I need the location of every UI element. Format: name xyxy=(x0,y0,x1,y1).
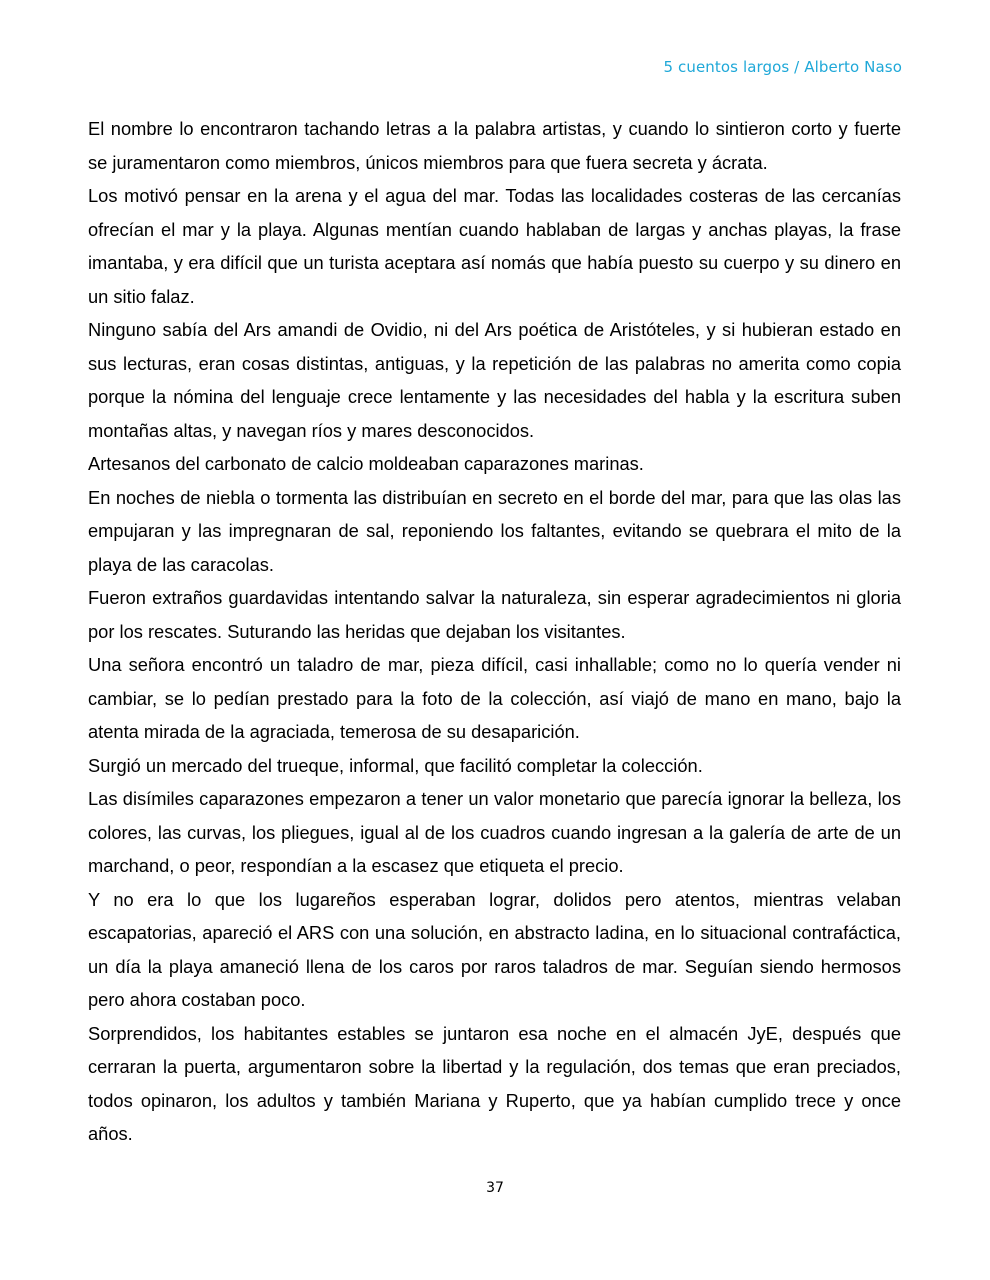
paragraph: Una señora encontró un taladro de mar, pieza difícil, casi inhallable; como no lo quería vender ni cambiar, se lo pedían prestado para la foto de la colección, así viajó de mano en mano, bajo la atenta mirada de la agraciada, temerosa de su desaparición. xyxy=(88,654,901,742)
page-number: 37 xyxy=(486,1180,504,1196)
paragraph: Surgió un mercado del trueque, informal, que facilitó completar la colección. xyxy=(88,754,703,776)
paragraph: Los motivó pensar en la arena y el agua del mar. Todas las localidades costeras de las cercanías ofrecían el mar y la playa. Algunas mentían cuando hablaban de largas y anchas playas, la frase imantaba, y era difícil que un turista aceptara así nomás que había puesto su cuerpo y su dinero en un sitio falaz. xyxy=(88,185,901,307)
paragraph: El nombre lo encontraron tachando letras a la palabra artistas, y cuando lo sintieron corto y fuerte se juramentaron como miembros, únicos miembros para que fuera secreta y ácrata. xyxy=(88,118,901,173)
running-header: 5 cuentos largos / Alberto Naso xyxy=(663,58,902,76)
paragraph: En noches de niebla o tormenta las distribuían en secreto en el borde del mar, para que las olas las empujaran y las impregnaran de sal, reponiendo los faltantes, evitando se quebrara el mito de la playa de las caracolas. xyxy=(88,486,901,575)
paragraph: Las disímiles caparazones empezaron a tener un valor monetario que parecía ignorar la belleza, los colores, las curvas, los pliegues, igual al de los cuadros cuando ingresan a la galería de arte de un marchand, o peor, respondían a la escasez que etiqueta el precio. xyxy=(88,788,901,876)
paragraph: Ninguno sabía del Ars amandi de Ovidio, ni del Ars poética de Aristóteles, y si hubieran estado en sus lecturas, eran cosas distintas, antiguas, y la repetición de las palabras no amerita como copia porque la nómina del lenguaje crece lentamente y las necesidades del habla y la escritura suben montañas altas, y navegan ríos y mares desconocidos. xyxy=(88,319,901,441)
body-text xyxy=(88,112,901,1151)
paragraph: Fueron extraños guardavidas intentando salvar la naturaleza, sin esperar agradecimientos ni gloria por los rescates. Suturando las heridas que dejaban los visitantes. xyxy=(88,587,901,642)
paragraph: Y no era lo que los lugareños esperaban lograr, dolidos pero atentos, mientras velaban escapatorias, apareció el ARS con una solución, en abstracto ladina, en lo situacional contrafáctica, un día la playa amaneció llena de los caros por raros taladros de mar. Seguían siendo hermosos pero ahora costaban poco. xyxy=(88,888,901,1010)
paragraph: Artesanos del carbonato de calcio moldeaban caparazones marinas. xyxy=(88,453,644,474)
paragraph: Sorprendidos, los habitantes estables se juntaron esa noche en el almacén JyE, después que cerraran la puerta, argumentaron sobre la libertad y la regulación, dos temas que eran preciados, todos opinaron, los adultos y también Mariana y Ruperto, que ya habían cumplido trece y once años. xyxy=(88,1022,901,1144)
